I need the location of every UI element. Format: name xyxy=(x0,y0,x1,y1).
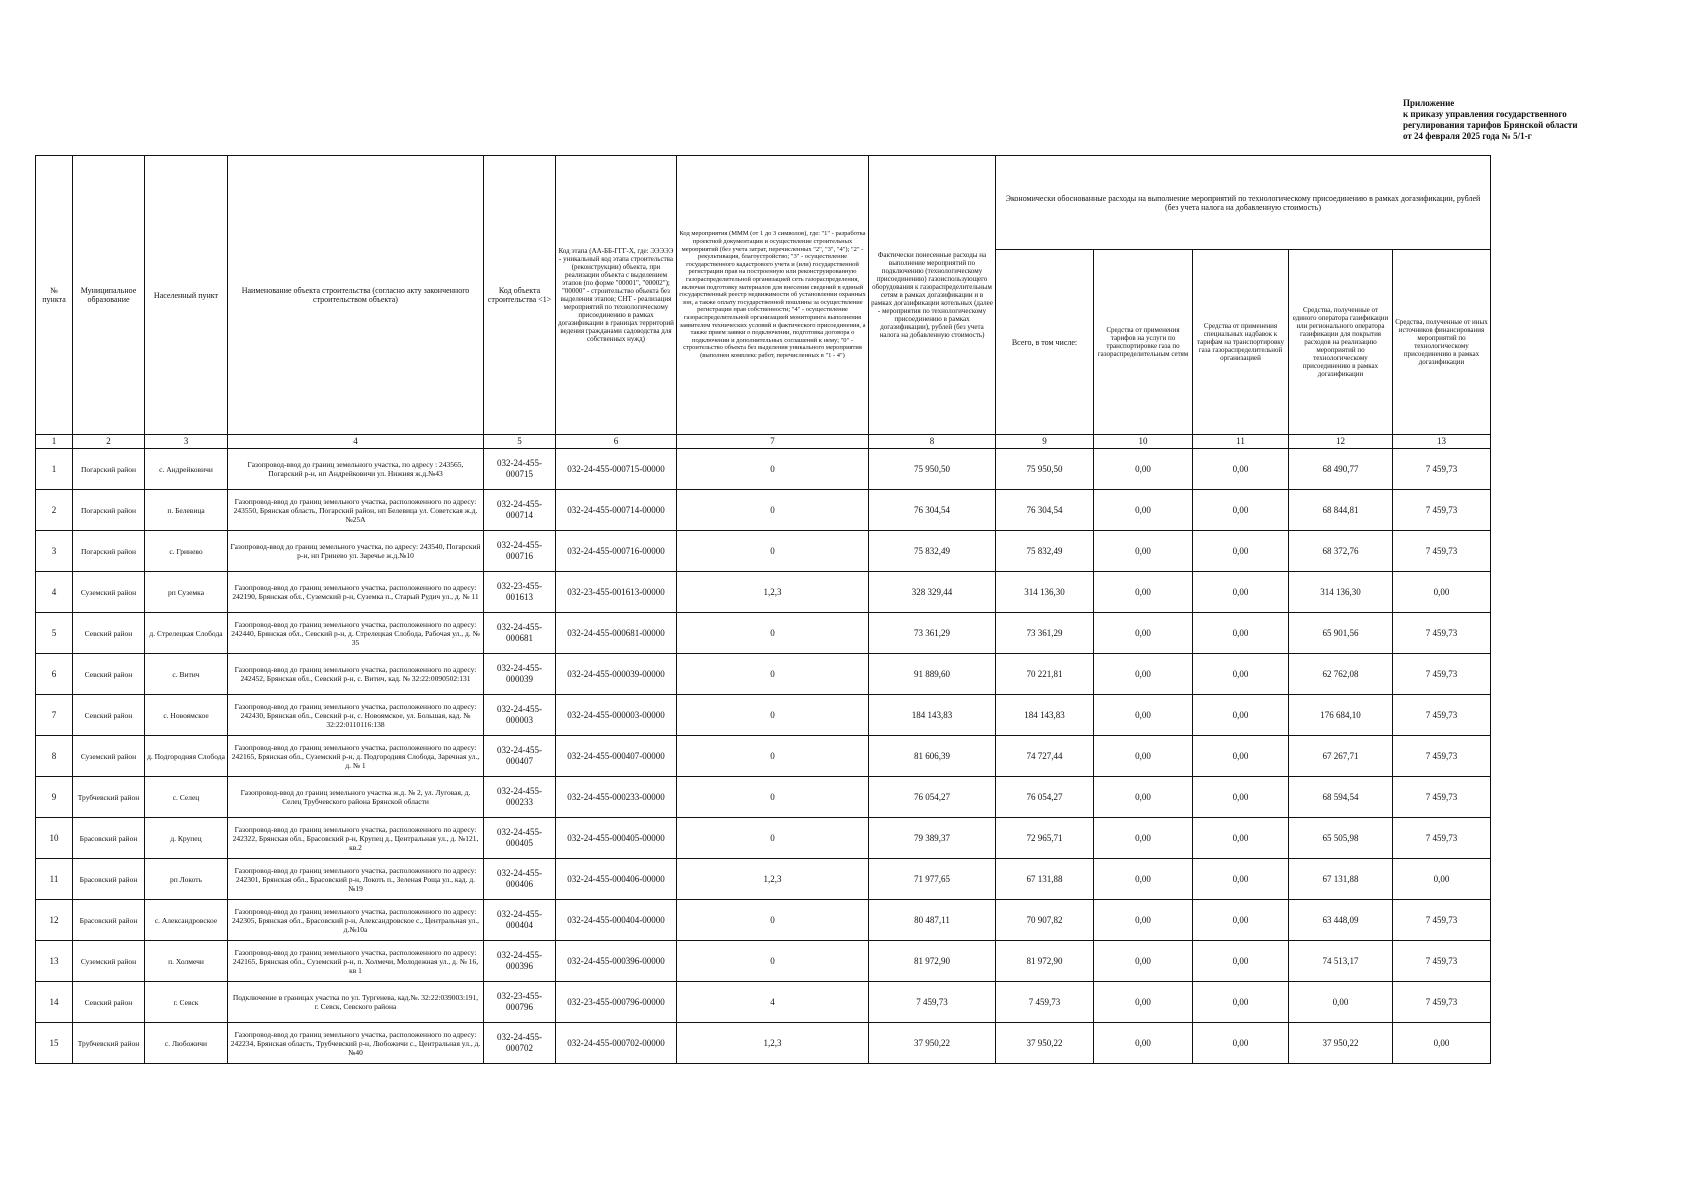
operator-funds-cell: 0,00 xyxy=(1289,982,1393,1023)
column-number: 10 xyxy=(1094,435,1193,449)
total-cell: 73 361,29 xyxy=(996,613,1094,654)
row-number: 4 xyxy=(36,572,73,613)
table-row xyxy=(36,695,1491,736)
column-number: 13 xyxy=(1393,435,1491,449)
tariff-funds-cell: 0,00 xyxy=(1094,941,1193,982)
operator-funds-cell: 68 594,54 xyxy=(1289,777,1393,818)
object-name-cell: Газопровод-ввод до границ земельного участка, расположенного по адресу: 242301, Брянская обл., Брасовский р-н, Локоть п., Зеленая Роща ул., кад. д.№19 xyxy=(228,859,484,900)
row-number: 5 xyxy=(36,613,73,654)
locality-cell: с. Селец xyxy=(145,777,228,818)
row-number: 1 xyxy=(36,449,73,490)
special-surcharge-cell: 0,00 xyxy=(1193,695,1289,736)
header-municipality: Муниципальное образование xyxy=(73,156,145,435)
object-code-cell: 032-24-455-000702 xyxy=(484,1023,556,1064)
expenses-table xyxy=(35,155,1491,1064)
operator-funds-cell: 74 513,17 xyxy=(1289,941,1393,982)
other-funds-cell: 0,00 xyxy=(1393,572,1491,613)
actual-expenses-cell: 80 487,11 xyxy=(869,900,996,941)
stage-code-cell: 032-23-455-001613-00000 xyxy=(556,572,677,613)
column-number: 4 xyxy=(228,435,484,449)
other-funds-cell: 7 459,73 xyxy=(1393,490,1491,531)
total-cell: 67 131,88 xyxy=(996,859,1094,900)
object-code-cell: 032-24-455-000681 xyxy=(484,613,556,654)
special-surcharge-cell: 0,00 xyxy=(1193,982,1289,1023)
municipality-cell: Брасовский район xyxy=(73,818,145,859)
operator-funds-cell: 37 950,22 xyxy=(1289,1023,1393,1064)
tariff-funds-cell: 0,00 xyxy=(1094,531,1193,572)
object-code-cell: 032-24-455-000233 xyxy=(484,777,556,818)
row-number: 15 xyxy=(36,1023,73,1064)
column-number: 11 xyxy=(1193,435,1289,449)
special-surcharge-cell: 0,00 xyxy=(1193,736,1289,777)
event-code-cell: 1,2,3 xyxy=(677,572,869,613)
event-code-cell: 4 xyxy=(677,982,869,1023)
operator-funds-cell: 62 762,08 xyxy=(1289,654,1393,695)
table-row xyxy=(36,490,1491,531)
table-row xyxy=(36,941,1491,982)
row-number: 13 xyxy=(36,941,73,982)
actual-expenses-cell: 73 361,29 xyxy=(869,613,996,654)
special-surcharge-cell: 0,00 xyxy=(1193,818,1289,859)
stage-code-cell: 032-24-455-000405-00000 xyxy=(556,818,677,859)
event-code-cell: 1,2,3 xyxy=(677,1023,869,1064)
other-funds-cell: 7 459,73 xyxy=(1393,941,1491,982)
locality-cell: п. Белевица xyxy=(145,490,228,531)
object-code-cell: 032-24-455-000407 xyxy=(484,736,556,777)
header-stage-code: Код этапа (АА-ББ-ГГГ-Х, где: ЭЭЭЭЭ - уникальный код этапа строительства (реконструкции) объекта, при реализации объекта с выделением этапов (по форме "00001", "00002"); "00000" - строительство объекта без выделения этапов; СНТ - реализация мероприятий по технологическому присоединению в рамках догазификации в границах территорий ведения гражданами садоводства для собственных нужд) xyxy=(556,156,677,435)
row-number: 14 xyxy=(36,982,73,1023)
object-name-cell: Газопровод-ввод до границ земельного участка, расположенного по адресу: 242305, Брянская обл., Брасовский р-н, Александровское с., Центральная ул., д.№10а xyxy=(228,900,484,941)
column-number: 9 xyxy=(996,435,1094,449)
municipality-cell: Брасовский район xyxy=(73,900,145,941)
stage-code-cell: 032-24-455-000714-00000 xyxy=(556,490,677,531)
tariff-funds-cell: 0,00 xyxy=(1094,572,1193,613)
appendix-line-date: от 24 февраля 2025 года № 5/1-г xyxy=(1403,131,1532,141)
locality-cell: рп Локоть xyxy=(145,859,228,900)
operator-funds-cell: 67 131,88 xyxy=(1289,859,1393,900)
object-name-cell: Газопровод-ввод до границ земельного участка, расположенного по адресу: 242165, Брянская обл., Суземский р-н, п. Холмечи, Молодежная ул., д. № 16, кв 1 xyxy=(228,941,484,982)
table-row xyxy=(36,777,1491,818)
actual-expenses-cell: 37 950,22 xyxy=(869,1023,996,1064)
tariff-funds-cell: 0,00 xyxy=(1094,818,1193,859)
tariff-funds-cell: 0,00 xyxy=(1094,736,1193,777)
total-cell: 7 459,73 xyxy=(996,982,1094,1023)
total-cell: 75 832,49 xyxy=(996,531,1094,572)
stage-code-cell: 032-24-455-000716-00000 xyxy=(556,531,677,572)
total-cell: 37 950,22 xyxy=(996,1023,1094,1064)
locality-cell: с. Александровское xyxy=(145,900,228,941)
special-surcharge-cell: 0,00 xyxy=(1193,613,1289,654)
operator-funds-cell: 68 844,81 xyxy=(1289,490,1393,531)
column-number: 2 xyxy=(73,435,145,449)
table-row xyxy=(36,736,1491,777)
tariff-funds-cell: 0,00 xyxy=(1094,695,1193,736)
table-row xyxy=(36,654,1491,695)
actual-expenses-cell: 328 329,44 xyxy=(869,572,996,613)
operator-funds-cell: 63 448,09 xyxy=(1289,900,1393,941)
row-number: 6 xyxy=(36,654,73,695)
object-name-cell: Газопровод-ввод до границ земельного участка, по адресу : 243565, Погарский р-н, нп Андрейковичи ул. Нижняя ж.д.№43 xyxy=(228,449,484,490)
event-code-cell: 0 xyxy=(677,900,869,941)
actual-expenses-cell: 7 459,73 xyxy=(869,982,996,1023)
stage-code-cell: 032-24-455-000702-00000 xyxy=(556,1023,677,1064)
event-code-cell: 0 xyxy=(677,695,869,736)
table-row xyxy=(36,900,1491,941)
object-name-cell: Газопровод-ввод до границ земельного участка, расположенного по адресу: 242322, Брянская обл., Брасовский р-н, Крупец д., Центральная ул., д. №121, кв.2 xyxy=(228,818,484,859)
total-cell: 74 727,44 xyxy=(996,736,1094,777)
locality-cell: с. Новоямское xyxy=(145,695,228,736)
column-number: 8 xyxy=(869,435,996,449)
stage-code-cell: 032-24-455-000407-00000 xyxy=(556,736,677,777)
column-number: 7 xyxy=(677,435,869,449)
object-code-cell: 032-24-455-000396 xyxy=(484,941,556,982)
municipality-cell: Севский район xyxy=(73,613,145,654)
tariff-funds-cell: 0,00 xyxy=(1094,859,1193,900)
other-funds-cell: 7 459,73 xyxy=(1393,654,1491,695)
table-row xyxy=(36,531,1491,572)
stage-code-cell: 032-24-455-000715-00000 xyxy=(556,449,677,490)
special-surcharge-cell: 0,00 xyxy=(1193,900,1289,941)
stage-code-cell: 032-24-455-000039-00000 xyxy=(556,654,677,695)
total-cell: 76 304,54 xyxy=(996,490,1094,531)
locality-cell: д. Стрелецкая Слобода xyxy=(145,613,228,654)
municipality-cell: Погарский район xyxy=(73,449,145,490)
other-funds-cell: 7 459,73 xyxy=(1393,449,1491,490)
row-number: 3 xyxy=(36,531,73,572)
object-name-cell: Газопровод-ввод до границ земельного участка, расположенного по адресу: 242234, Брянская область, Трубчевский р-н, Любожичи с., Центральная ул., д.№40 xyxy=(228,1023,484,1064)
other-funds-cell: 7 459,73 xyxy=(1393,736,1491,777)
column-number: 12 xyxy=(1289,435,1393,449)
municipality-cell: Суземский район xyxy=(73,736,145,777)
operator-funds-cell: 65 901,56 xyxy=(1289,613,1393,654)
object-name-cell: Подключение в границах участка по ул. Тургенева, кад.№. 32:22:039003:191, г. Севск, Севского района xyxy=(228,982,484,1023)
stage-code-cell: 032-24-455-000003-00000 xyxy=(556,695,677,736)
event-code-cell: 0 xyxy=(677,490,869,531)
actual-expenses-cell: 71 977,65 xyxy=(869,859,996,900)
actual-expenses-cell: 81 606,39 xyxy=(869,736,996,777)
municipality-cell: Трубчевский район xyxy=(73,1023,145,1064)
object-name-cell: Газопровод-ввод до границ земельного участка, расположенного по адресу: 242190, Брянская обл., Суземский р-н, Суземка п., Старый Рудич ул., д. № 11 xyxy=(228,572,484,613)
total-cell: 70 907,82 xyxy=(996,900,1094,941)
column-number: 6 xyxy=(556,435,677,449)
stage-code-cell: 032-24-455-000404-00000 xyxy=(556,900,677,941)
locality-cell: д. Крупец xyxy=(145,818,228,859)
row-number: 7 xyxy=(36,695,73,736)
table-row xyxy=(36,859,1491,900)
municipality-cell: Севский район xyxy=(73,982,145,1023)
appendix-header xyxy=(1403,98,1693,142)
other-funds-cell: 7 459,73 xyxy=(1393,900,1491,941)
event-code-cell: 1,2,3 xyxy=(677,859,869,900)
appendix-line-authority: регулирования тарифов Брянской области xyxy=(1403,120,1578,130)
event-code-cell: 0 xyxy=(677,818,869,859)
row-number: 8 xyxy=(36,736,73,777)
special-surcharge-cell: 0,00 xyxy=(1193,449,1289,490)
operator-funds-cell: 67 267,71 xyxy=(1289,736,1393,777)
object-code-cell: 032-24-455-000404 xyxy=(484,900,556,941)
operator-funds-cell: 68 490,77 xyxy=(1289,449,1393,490)
actual-expenses-cell: 75 950,50 xyxy=(869,449,996,490)
object-name-cell: Газопровод-ввод до границ земельного участка, расположенного по адресу: 242452, Брянская обл., Севский р-н, с. Витич, кад. № 32:22:0090502:131 xyxy=(228,654,484,695)
tariff-funds-cell: 0,00 xyxy=(1094,982,1193,1023)
event-code-cell: 0 xyxy=(677,941,869,982)
header-object-code: Код объекта строительства <1> xyxy=(484,156,556,435)
table-row xyxy=(36,613,1491,654)
municipality-cell: Суземский район xyxy=(73,941,145,982)
object-name-cell: Газопровод-ввод до границ земельного участка ж.д. № 2, ул. Луговая, д. Селец Трубчевского района Брянской области xyxy=(228,777,484,818)
tariff-funds-cell: 0,00 xyxy=(1094,613,1193,654)
total-cell: 314 136,30 xyxy=(996,572,1094,613)
event-code-cell: 0 xyxy=(677,613,869,654)
header-object-name: Наименование объекта строительства (согласно акту законченного строительством объекта) xyxy=(228,156,484,435)
total-cell: 70 221,81 xyxy=(996,654,1094,695)
locality-cell: с. Андрейковичи xyxy=(145,449,228,490)
object-code-cell: 032-24-455-000716 xyxy=(484,531,556,572)
object-name-cell: Газопровод-ввод до границ земельного участка, расположенного по адресу: 242440, Брянская обл., Севский р-н, д. Стрелецкая Слобода, Рабочая ул., д. № 35 xyxy=(228,613,484,654)
actual-expenses-cell: 184 143,83 xyxy=(869,695,996,736)
row-number: 9 xyxy=(36,777,73,818)
municipality-cell: Погарский район xyxy=(73,531,145,572)
other-funds-cell: 0,00 xyxy=(1393,859,1491,900)
other-funds-cell: 7 459,73 xyxy=(1393,695,1491,736)
locality-cell: д. Подгородняя Слобода xyxy=(145,736,228,777)
special-surcharge-cell: 0,00 xyxy=(1193,859,1289,900)
tariff-funds-cell: 0,00 xyxy=(1094,654,1193,695)
actual-expenses-cell: 79 389,37 xyxy=(869,818,996,859)
stage-code-cell: 032-24-455-000396-00000 xyxy=(556,941,677,982)
locality-cell: г. Севск xyxy=(145,982,228,1023)
stage-code-cell: 032-24-455-000681-00000 xyxy=(556,613,677,654)
event-code-cell: 0 xyxy=(677,654,869,695)
stage-code-cell: 032-23-455-000796-00000 xyxy=(556,982,677,1023)
header-locality: Населенный пункт xyxy=(145,156,228,435)
actual-expenses-cell: 81 972,90 xyxy=(869,941,996,982)
special-surcharge-cell: 0,00 xyxy=(1193,572,1289,613)
actual-expenses-cell: 76 054,27 xyxy=(869,777,996,818)
header-actual-expenses: Фактически понесенные расходы на выполнение мероприятий по подключению (технологическому присоединению) газоиспользующего оборудования к газораспределительным сетям в рамках догазификации и в рамках догазификации котельных (далее - мероприятия по технологическому присоединению в рамках догазификации), рублей (без учета налога на добавленную стоимость) xyxy=(869,156,996,435)
header-special-surcharge-funds: Средства от применения специальных надбавок к тарифам на транспортировку газа газораспределительной организацией xyxy=(1193,250,1289,435)
operator-funds-cell: 314 136,30 xyxy=(1289,572,1393,613)
tariff-funds-cell: 0,00 xyxy=(1094,449,1193,490)
other-funds-cell: 7 459,73 xyxy=(1393,777,1491,818)
appendix-line-order: к приказу управления государственного xyxy=(1403,109,1567,119)
operator-funds-cell: 176 684,10 xyxy=(1289,695,1393,736)
municipality-cell: Брасовский район xyxy=(73,859,145,900)
municipality-cell: Севский район xyxy=(73,654,145,695)
other-funds-cell: 7 459,73 xyxy=(1393,531,1491,572)
actual-expenses-cell: 91 889,60 xyxy=(869,654,996,695)
stage-code-cell: 032-24-455-000406-00000 xyxy=(556,859,677,900)
row-number: 2 xyxy=(36,490,73,531)
header-tariff-funds: Средства от применения тарифов на услуги по транспортировке газа по газораспределительным сетям xyxy=(1094,250,1193,435)
column-number: 5 xyxy=(484,435,556,449)
object-name-cell: Газопровод-ввод до границ земельного участка, расположенного по адресу: 242430, Брянская обл., Севский р-н, с. Новоямское, ул. Большая, кад. № 32:22:0110116:138 xyxy=(228,695,484,736)
total-cell: 184 143,83 xyxy=(996,695,1094,736)
header-operator-funds: Средства, полученные от единого оператора газификации или регионального оператора газификации для покрытия расходов на реализацию мероприятий по технологическому присоединению в рамках догазификации xyxy=(1289,250,1393,435)
header-event-code: Код мероприятия (МММ (от 1 до 3 символов), где: "1" - разработка проектной документации и осуществление строительных мероприятий (без учета затрат, перечисленных "2", "3", "4"); "2" - рекультивация, благоустройство; "3" - осуществление государственного кадастрового учета и (или) государственной регистрации прав на построенную или реконструированную газораспределительной организацией сеть газораспределения, включая подготовку материалов для внесения сведений в единый государственный реестр недвижимости об установлении охранных зон, а также оплату государственной пошлины за осуществление регистрации прав собственности; "4" - осуществление газораспределительной организацией мониторинга выполнения заявителем технических условий и фактического присоединения, а также прием заявки о подключении, подготовка договора о подключении и дополнительных соглашений к нему; "0" - строительство объекта без выделения уникального мероприятия (выполнен комплекс работ, перечисленных в "1 - 4") xyxy=(677,156,869,435)
locality-cell: с. Гринево xyxy=(145,531,228,572)
other-funds-cell: 7 459,73 xyxy=(1393,613,1491,654)
row-number: 11 xyxy=(36,859,73,900)
tariff-funds-cell: 0,00 xyxy=(1094,777,1193,818)
actual-expenses-cell: 75 832,49 xyxy=(869,531,996,572)
column-number: 1 xyxy=(36,435,73,449)
municipality-cell: Севский район xyxy=(73,695,145,736)
other-funds-cell: 7 459,73 xyxy=(1393,818,1491,859)
special-surcharge-cell: 0,00 xyxy=(1193,654,1289,695)
operator-funds-cell: 65 505,98 xyxy=(1289,818,1393,859)
total-cell: 75 950,50 xyxy=(996,449,1094,490)
tariff-funds-cell: 0,00 xyxy=(1094,900,1193,941)
table-row xyxy=(36,572,1491,613)
header-other-funds: Средства, полученные от иных источников финансирования мероприятий по технологическому присоединению в рамках догазификации xyxy=(1393,250,1491,435)
tariff-funds-cell: 0,00 xyxy=(1094,1023,1193,1064)
municipality-cell: Суземский район xyxy=(73,572,145,613)
locality-cell: п. Холмечи xyxy=(145,941,228,982)
event-code-cell: 0 xyxy=(677,531,869,572)
other-funds-cell: 7 459,73 xyxy=(1393,982,1491,1023)
object-code-cell: 032-24-455-000406 xyxy=(484,859,556,900)
object-code-cell: 032-23-455-000796 xyxy=(484,982,556,1023)
header-total: Всего, в том числе: xyxy=(996,250,1094,435)
object-code-cell: 032-23-455-001613 xyxy=(484,572,556,613)
object-name-cell: Газопровод-ввод до границ земельного участка, по адресу: 243540, Погарский р-н, нп Гринево ул. Заречье ж.д.№10 xyxy=(228,531,484,572)
special-surcharge-cell: 0,00 xyxy=(1193,490,1289,531)
operator-funds-cell: 68 372,76 xyxy=(1289,531,1393,572)
column-number-row xyxy=(36,435,1491,449)
total-cell: 76 054,27 xyxy=(996,777,1094,818)
object-code-cell: 032-24-455-000039 xyxy=(484,654,556,695)
object-code-cell: 032-24-455-000714 xyxy=(484,490,556,531)
total-cell: 72 965,71 xyxy=(996,818,1094,859)
row-number: 10 xyxy=(36,818,73,859)
municipality-cell: Трубчевский район xyxy=(73,777,145,818)
row-number: 12 xyxy=(36,900,73,941)
object-name-cell: Газопровод-ввод до границ земельного участка, расположенного по адресу: 242165, Брянская обл., Суземский р-н, д. Подгородняя Слобода, Заречная ул., д. № 1 xyxy=(228,736,484,777)
tariff-funds-cell: 0,00 xyxy=(1094,490,1193,531)
special-surcharge-cell: 0,00 xyxy=(1193,1023,1289,1064)
locality-cell: рп Суземка xyxy=(145,572,228,613)
table-row xyxy=(36,818,1491,859)
object-code-cell: 032-24-455-000003 xyxy=(484,695,556,736)
appendix-title: Приложение xyxy=(1403,98,1455,108)
object-code-cell: 032-24-455-000715 xyxy=(484,449,556,490)
event-code-cell: 0 xyxy=(677,449,869,490)
event-code-cell: 0 xyxy=(677,777,869,818)
object-code-cell: 032-24-455-000405 xyxy=(484,818,556,859)
header-item-number: № пункта xyxy=(36,156,73,435)
other-funds-cell: 0,00 xyxy=(1393,1023,1491,1064)
header-justified-expenses: Экономически обоснованные расходы на выполнение мероприятий по технологическому присоединению в рамках догазификации, рублей (без учета налога на добавленную стоимость) xyxy=(996,156,1491,250)
total-cell: 81 972,90 xyxy=(996,941,1094,982)
special-surcharge-cell: 0,00 xyxy=(1193,777,1289,818)
table-row xyxy=(36,982,1491,1023)
column-number: 3 xyxy=(145,435,228,449)
actual-expenses-cell: 76 304,54 xyxy=(869,490,996,531)
table-row xyxy=(36,449,1491,490)
stage-code-cell: 032-24-455-000233-00000 xyxy=(556,777,677,818)
event-code-cell: 0 xyxy=(677,736,869,777)
table-row xyxy=(36,1023,1491,1064)
locality-cell: с. Любожичи xyxy=(145,1023,228,1064)
special-surcharge-cell: 0,00 xyxy=(1193,531,1289,572)
municipality-cell: Погарский район xyxy=(73,490,145,531)
special-surcharge-cell: 0,00 xyxy=(1193,941,1289,982)
object-name-cell: Газопровод-ввод до границ земельного участка, расположенного по адресу: 243550, Брянская область, Погарский район, нп Белевица ул. Советская ж.д.№25А xyxy=(228,490,484,531)
locality-cell: с. Витич xyxy=(145,654,228,695)
